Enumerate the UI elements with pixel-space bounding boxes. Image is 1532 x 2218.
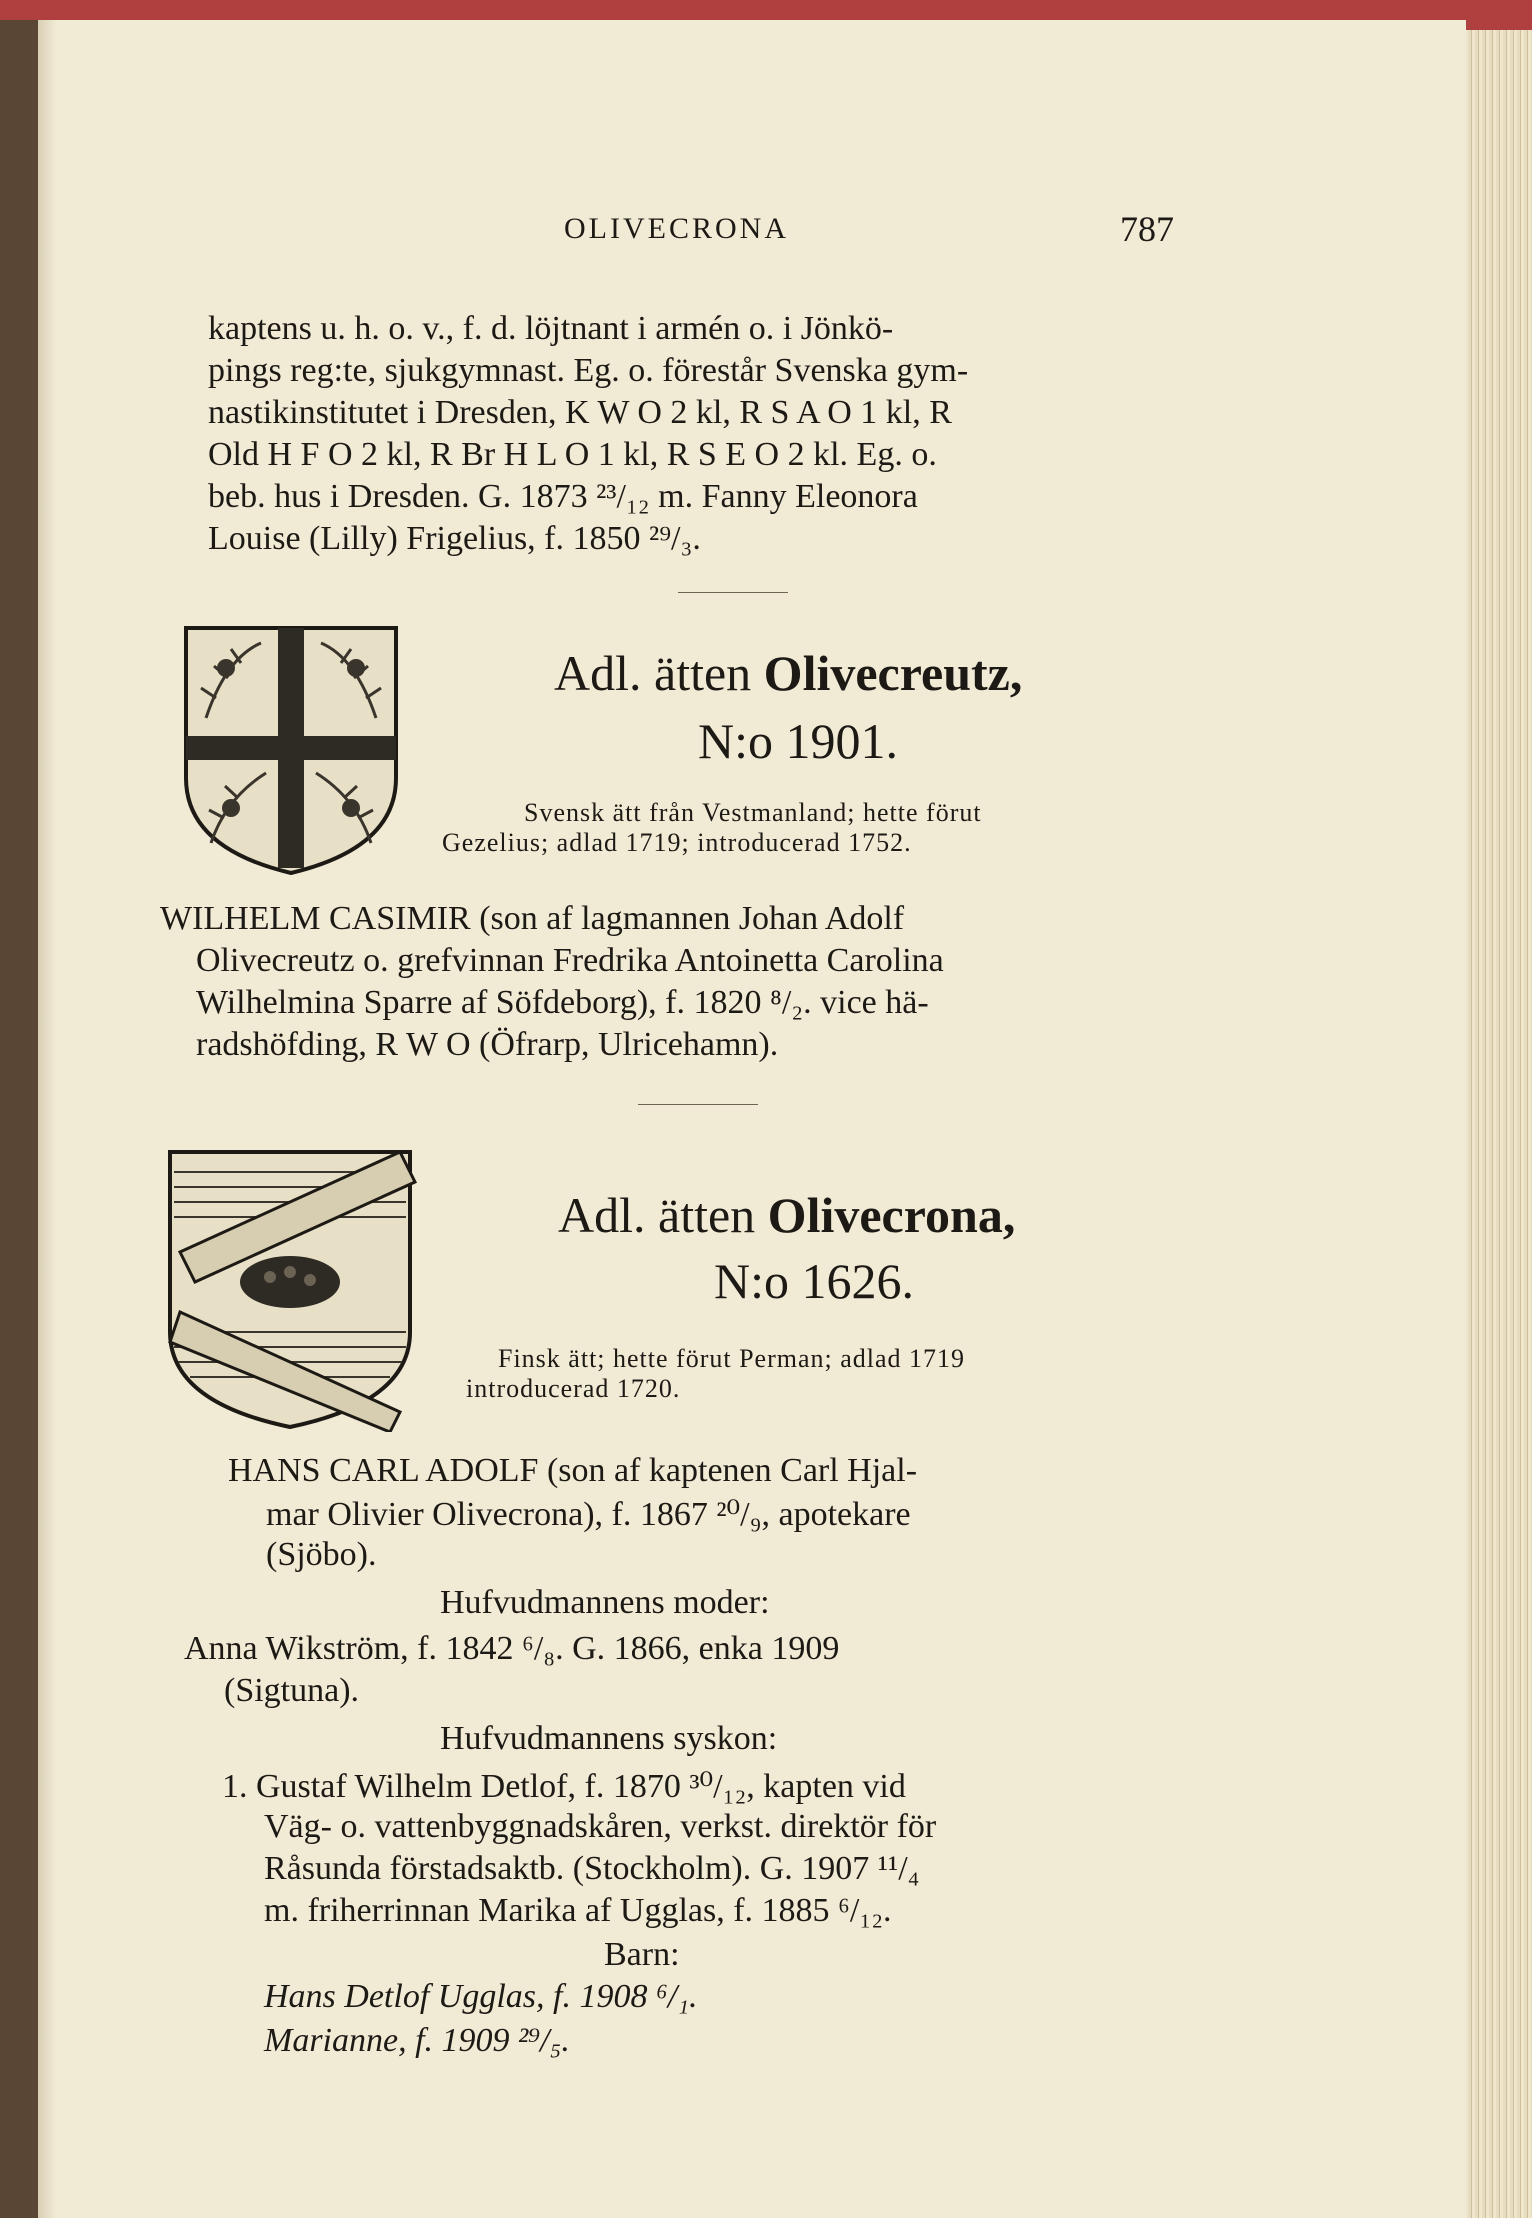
olivecrona-entry-3: (Sjöbo). [266,1536,377,1573]
olivecreutz-title-prefix: Adl. ätten [554,645,752,701]
page-number: 787 [1120,209,1174,249]
olivecreutz-title [554,644,1022,702]
olivecrona-title-name: Olivecrona, [767,1187,1016,1243]
olivecrona-origin-1: Finsk ätt; hette förut Perman; adlad 1719 [498,1344,966,1373]
olivecreutz-coat-of-arms [166,608,416,878]
book-left-edge [0,20,40,2218]
running-title: OLIVECRONA [564,212,789,245]
olivecreutz-entry-3: Wilhelmina Sparre af Söfdeborg), f. 1820 ⁸/₂. vice hä- [196,984,929,1021]
children-heading: Barn: [604,1936,680,1973]
book-page [38,20,1466,2218]
page-gutter [38,20,56,2218]
entry1-line-2: pings reg:te, sjukgymnast. Eg. o. förestår Svenska gym- [208,352,969,389]
olivecrona-origin-2: introducerad 1720. [466,1374,681,1403]
olivecrona-entry-2: mar Olivier Olivecrona), f. 1867 ²⁰/₉, apotekare [266,1496,911,1533]
olivecreutz-entry-2: Olivecreutz o. grefvinnan Fredrika Antoinetta Carolina [196,942,944,979]
olivecreutz-origin-1: Svensk ätt från Vestmanland; hette förut [524,798,982,827]
olivecreutz-number: N:o 1901. [698,713,898,769]
child-line-1: Hans Detlof Ugglas, f. 1908 ⁶/₁. [264,1978,698,2015]
olivecrona-entry-1: HANS CARL ADOLF (son af kaptenen Carl Hjal- [228,1452,918,1489]
olivecreutz-title-name: Olivecreutz, [763,645,1023,701]
olivecrona-title [558,1186,1015,1244]
entry1-line-5: beb. hus i Dresden. G. 1873 ²³/₁₂ m. Fanny Eleonora [208,478,918,515]
mother-line-1: Anna Wikström, f. 1842 ⁶/₈. G. 1866, enka 1909 [184,1630,840,1667]
sibling-line-1: 1. Gustaf Wilhelm Detlof, f. 1870 ³⁰/₁₂, kapten vid [222,1768,906,1805]
olivecrona-title-prefix: Adl. ätten [558,1187,756,1243]
siblings-heading: Hufvudmannens syskon: [440,1720,778,1757]
entry1-line-4: Old H F O 2 kl, R Br H L O 1 kl, R S E O 2 kl. Eg. o. [208,436,937,473]
sibling-line-2: Väg- o. vattenbyggnadskåren, verkst. direktör för [264,1808,937,1845]
sibling-line-3: Råsunda förstadsaktb. (Stockholm). G. 1907 ¹¹/₄ [264,1850,920,1887]
olivecreutz-entry-4: radshöfding, R W O (Öfrarp, Ulricehamn). [196,1026,779,1063]
divider [638,1104,758,1105]
child-line-2: Marianne, f. 1909 ²⁹/₅. [264,2022,570,2059]
divider [678,592,788,593]
entry1-line-1: kaptens u. h. o. v., f. d. löjtnant i armén o. i Jönkö- [208,310,894,347]
mother-heading: Hufvudmannens moder: [440,1584,770,1621]
entry1-line-6: Louise (Lilly) Frigelius, f. 1850 ²⁹/₃. [208,520,701,557]
olivecrona-coat-of-arms [150,1132,430,1432]
olivecrona-number: N:o 1626. [714,1253,914,1309]
olivecreutz-entry-1: WILHELM CASIMIR (son af lagmannen Johan Adolf [160,900,905,937]
entry1-line-3: nastikinstitutet i Dresden, K W O 2 kl, R S A O 1 kl, R [208,394,952,431]
mother-line-2: (Sigtuna). [224,1672,360,1709]
sibling-line-4: m. friherrinnan Marika af Ugglas, f. 1885 ⁶/₁₂. [264,1892,892,1929]
olivecreutz-origin-2: Gezelius; adlad 1719; introducerad 1752. [442,828,912,857]
